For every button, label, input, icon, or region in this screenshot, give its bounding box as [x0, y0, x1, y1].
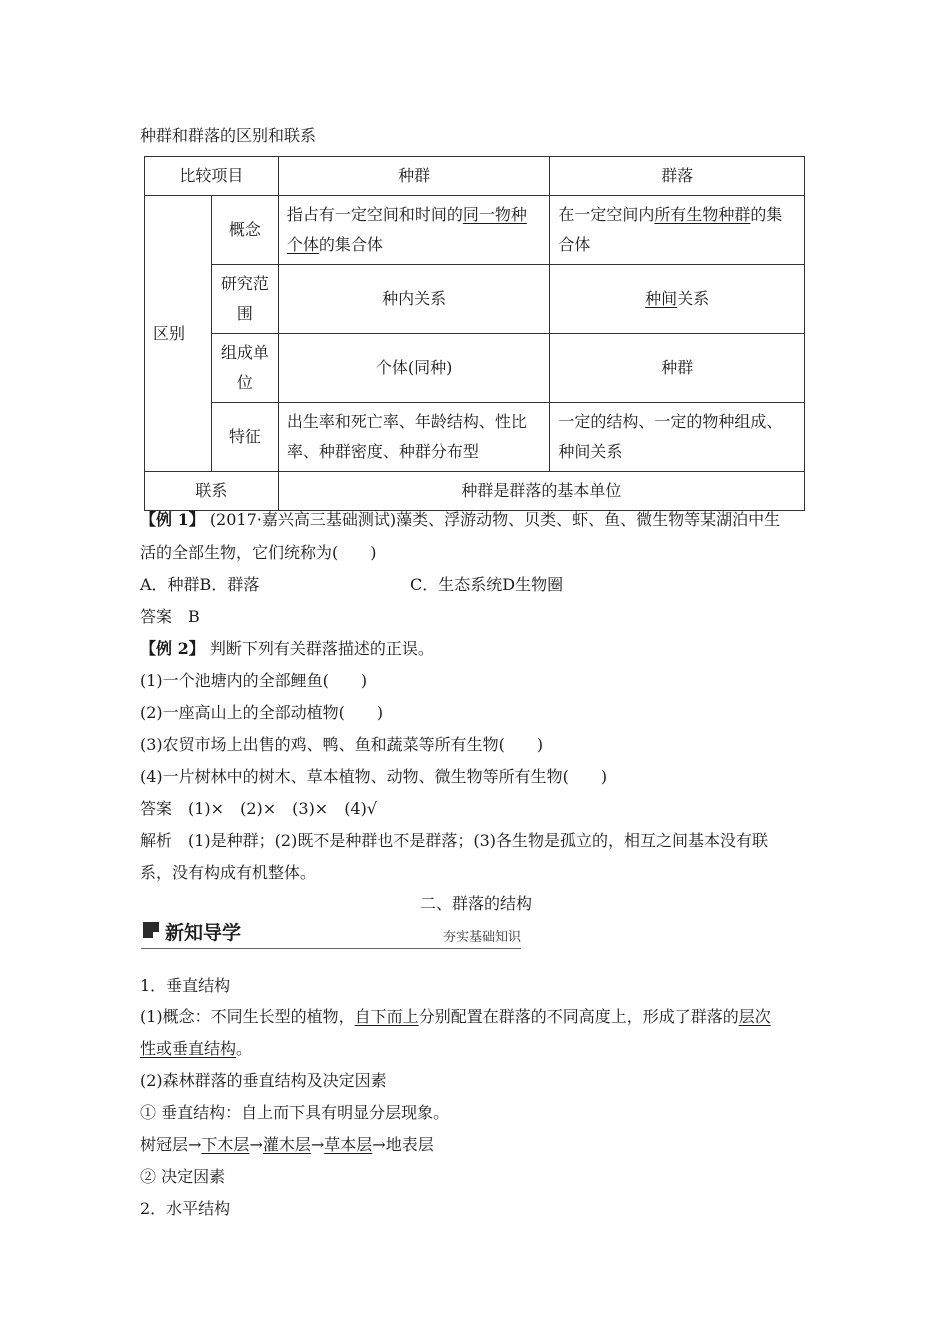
example-2-answer: 答案 (1)× (2)× (3)× (4)√ — [140, 799, 378, 818]
subsection-vertical: 1．垂直结构 — [140, 976, 231, 995]
example-1-text: (2017·嘉兴高三基础测试)藻类、浮游动物、贝类、虾、鱼、微生物等某湖泊中生 — [209, 510, 781, 529]
list-item: (2)一座高山上的全部动植物( ) — [140, 703, 384, 722]
list-item: (3)农贸市场上出售的鸡、鸭、鱼和蔬菜等所有生物( ) — [140, 735, 544, 754]
row-label-scope: 研究范围 — [211, 265, 278, 334]
concept-population: 指占有一定空间和时间的同一物种个体的集合体 — [278, 196, 550, 265]
example-1-answer: 答案 B — [140, 607, 200, 626]
table-row — [145, 196, 805, 265]
row-label-feature: 特征 — [211, 403, 278, 472]
concept-line: (1)概念：不同生长型的植物，自下而上分别配置在群落的不同高度上，形成了群落的层次 — [140, 1007, 771, 1026]
example-1-tag: 【例 1】 — [140, 510, 205, 529]
row-label-concept: 概念 — [211, 196, 278, 265]
concept-line-cont: 性或垂直结构。 — [140, 1039, 253, 1058]
feature-community: 一定的结构、一定的物种组成、种间关系 — [550, 403, 805, 472]
determining-factors: ② 决定因素 — [140, 1167, 226, 1186]
example-2 — [140, 637, 434, 661]
subsection-horizontal: 2．水平结构 — [140, 1199, 231, 1218]
banner-square-icon — [143, 922, 159, 938]
forest-structure-title: (2)森林群落的垂直结构及决定因素 — [140, 1071, 387, 1090]
scope-community: 种间关系 — [550, 265, 805, 334]
list-item: (1)一个池塘内的全部鲤鱼( ) — [140, 671, 368, 690]
table-row — [145, 265, 805, 334]
feature-population: 出生率和死亡率、年龄结构、性比率、种群密度、种群分布型 — [278, 403, 550, 472]
table-row — [145, 334, 805, 403]
table-heading: 种群和群落的区别和联系 — [140, 126, 317, 145]
section-title: 二、群落的结构 — [420, 894, 533, 913]
example-1 — [140, 508, 780, 532]
vertical-structure-desc: ① 垂直结构：自上而下具有明显分层现象。 — [140, 1103, 450, 1122]
layer-sequence: 树冠层→下木层→灌木层→草本层→地表层 — [140, 1135, 434, 1154]
difference-label: 区别 — [145, 196, 212, 472]
table-header-row — [145, 157, 805, 196]
analysis-line-1: 解析 (1)是种群；(2)既不是种群也不是群落；(3)各生物是孤立的，相互之间基本没有联 — [140, 831, 768, 850]
comparison-table — [144, 156, 805, 511]
table-row — [145, 472, 805, 511]
header-community: 群落 — [550, 157, 805, 196]
unit-community: 种群 — [550, 334, 805, 403]
banner-subtitle: 夯实基础知识 — [442, 930, 521, 945]
header-compare-item: 比较项目 — [145, 157, 279, 196]
option-c-d: C．生态系统D生物圈 — [410, 575, 564, 594]
example-2-text: 判断下列有关群落描述的正误。 — [209, 639, 434, 658]
example-2-tag: 【例 2】 — [140, 639, 205, 658]
link-label: 联系 — [145, 472, 279, 511]
row-label-unit: 组成单位 — [211, 334, 278, 403]
banner-title: 新知导学 — [165, 922, 242, 944]
unit-population: 个体(同种) — [278, 334, 550, 403]
section-banner — [141, 918, 521, 949]
option-a-b: A．种群B．群落 — [140, 575, 260, 594]
table-row — [145, 403, 805, 472]
header-population: 种群 — [278, 157, 550, 196]
concept-community: 在一定空间内所有生物种群的集合体 — [550, 196, 805, 265]
analysis-line-2: 系，没有构成有机整体。 — [140, 863, 317, 882]
link-text: 种群是群落的基本单位 — [278, 472, 804, 511]
example-1-text-cont: 活的全部生物，它们统称为( ) — [140, 543, 377, 562]
list-item: (4)一片树林中的树木、草本植物、动物、微生物等所有生物( ) — [140, 767, 608, 786]
scope-population: 种内关系 — [278, 265, 550, 334]
